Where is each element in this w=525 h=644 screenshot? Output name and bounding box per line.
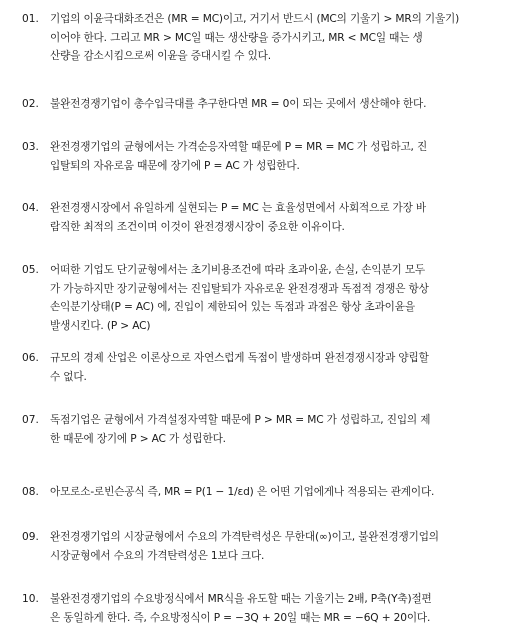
list-item — [22, 138, 514, 175]
list-item — [22, 95, 514, 114]
item-line: 완전경쟁기업의 시장균형에서 수요의 가격탄력성은 무한대(∞)이고, 불완전경쟁기업의 — [50, 531, 439, 543]
item-line: 기업의 이윤극대화조건은 (MR = MC)이고, 거기서 반드시 (MC의 기울기 > MR의 기울기) — [50, 13, 460, 25]
item-line: 불완전경쟁기업이 총수입극대를 추구한다면 MR = 0이 되는 곳에서 생산해야 한다. — [50, 98, 427, 110]
item-line: 완전경쟁기업의 균형에서는 가격순응자역할 때문에 P = MR = MC 가 성립하고, 진 — [50, 141, 428, 153]
list-item — [22, 483, 514, 502]
item-line: 불완전경쟁기업의 수요방정식에서 MR식을 유도할 때는 기울기는 2배, P축(Y축)절편 — [50, 593, 432, 605]
item-text — [50, 528, 514, 565]
item-line: 시장균형에서 수요의 가격탄력성은 1보다 크다. — [50, 549, 265, 562]
item-line: 독점기업은 균형에서 가격설정자역할 때문에 P > MR = MC 가 성립하고, 진입의 제 — [50, 414, 431, 426]
item-line: 규모의 경제 산업은 이론상으로 자연스럽게 독점이 발생하며 완전경쟁시장과 양립할 — [50, 352, 429, 364]
item-text — [50, 590, 514, 627]
list-item — [22, 261, 514, 335]
item-line: 은 동일하게 한다. 즉, 수요방정식이 P = −3Q + 20일 때는 MR = −6Q + 20이다. — [50, 611, 431, 624]
item-number: 10. — [22, 593, 39, 605]
item-text — [50, 349, 514, 386]
item-line: 손익분기상태(P = AC) 에, 진입이 제한되어 있는 독점과 과점은 항상 초과이윤을 — [50, 301, 415, 313]
item-line: 산량을 감소시킴으로써 이윤을 증대시킬 수 있다. — [50, 50, 271, 62]
item-text — [50, 199, 514, 236]
item-number: 08. — [22, 486, 39, 498]
list-item — [22, 528, 514, 565]
item-number: 02. — [22, 98, 39, 110]
item-number: 01. — [22, 13, 39, 25]
item-text — [50, 411, 514, 448]
item-number: 04. — [22, 202, 39, 214]
item-number: 09. — [22, 531, 39, 543]
item-text — [50, 10, 514, 66]
item-line: 아모로소-로빈슨공식 즉, MR = P(1 − 1/εd) 은 어떤 기업에게나 적용되는 관계이다. — [50, 486, 435, 498]
item-line: 수 없다. — [50, 370, 87, 383]
list-item — [22, 349, 514, 386]
list-item — [22, 199, 514, 236]
item-line: 입탈퇴의 자유로움 때문에 장기에 P = AC 가 성립한다. — [50, 159, 300, 172]
item-line: 완전경쟁시장에서 유일하게 실현되는 P = MC 는 효율성면에서 사회적으로 가장 바 — [50, 202, 426, 214]
item-text — [50, 138, 514, 175]
item-text — [50, 95, 514, 114]
item-line: 가 가능하지만 장기균형에서는 진입탈퇴가 자유로운 완전경쟁과 독점적 경쟁은 항상 — [50, 282, 429, 295]
item-line: 이어야 한다. 그리고 MR > MC일 때는 생산량을 증가시키고, MR < MC일 때는 생 — [50, 31, 423, 44]
item-number: 03. — [22, 141, 39, 153]
item-line: 발생시킨다. (P > AC) — [50, 319, 151, 332]
list-item — [22, 411, 514, 448]
item-number: 05. — [22, 264, 39, 276]
item-text — [50, 261, 514, 335]
item-number: 06. — [22, 352, 39, 364]
item-line: 한 때문에 장기에 P > AC 가 성립한다. — [50, 432, 226, 445]
item-line: 어떠한 기업도 단기균형에서는 초기비용조건에 따라 초과이윤, 손실, 손익분기 모두 — [50, 264, 426, 276]
item-number: 07. — [22, 414, 39, 426]
item-line: 람직한 최적의 조건이며 이것이 완전경쟁시장이 중요한 이유이다. — [50, 220, 345, 233]
list-item — [22, 10, 514, 66]
list-item — [22, 590, 514, 627]
item-text — [50, 483, 514, 502]
